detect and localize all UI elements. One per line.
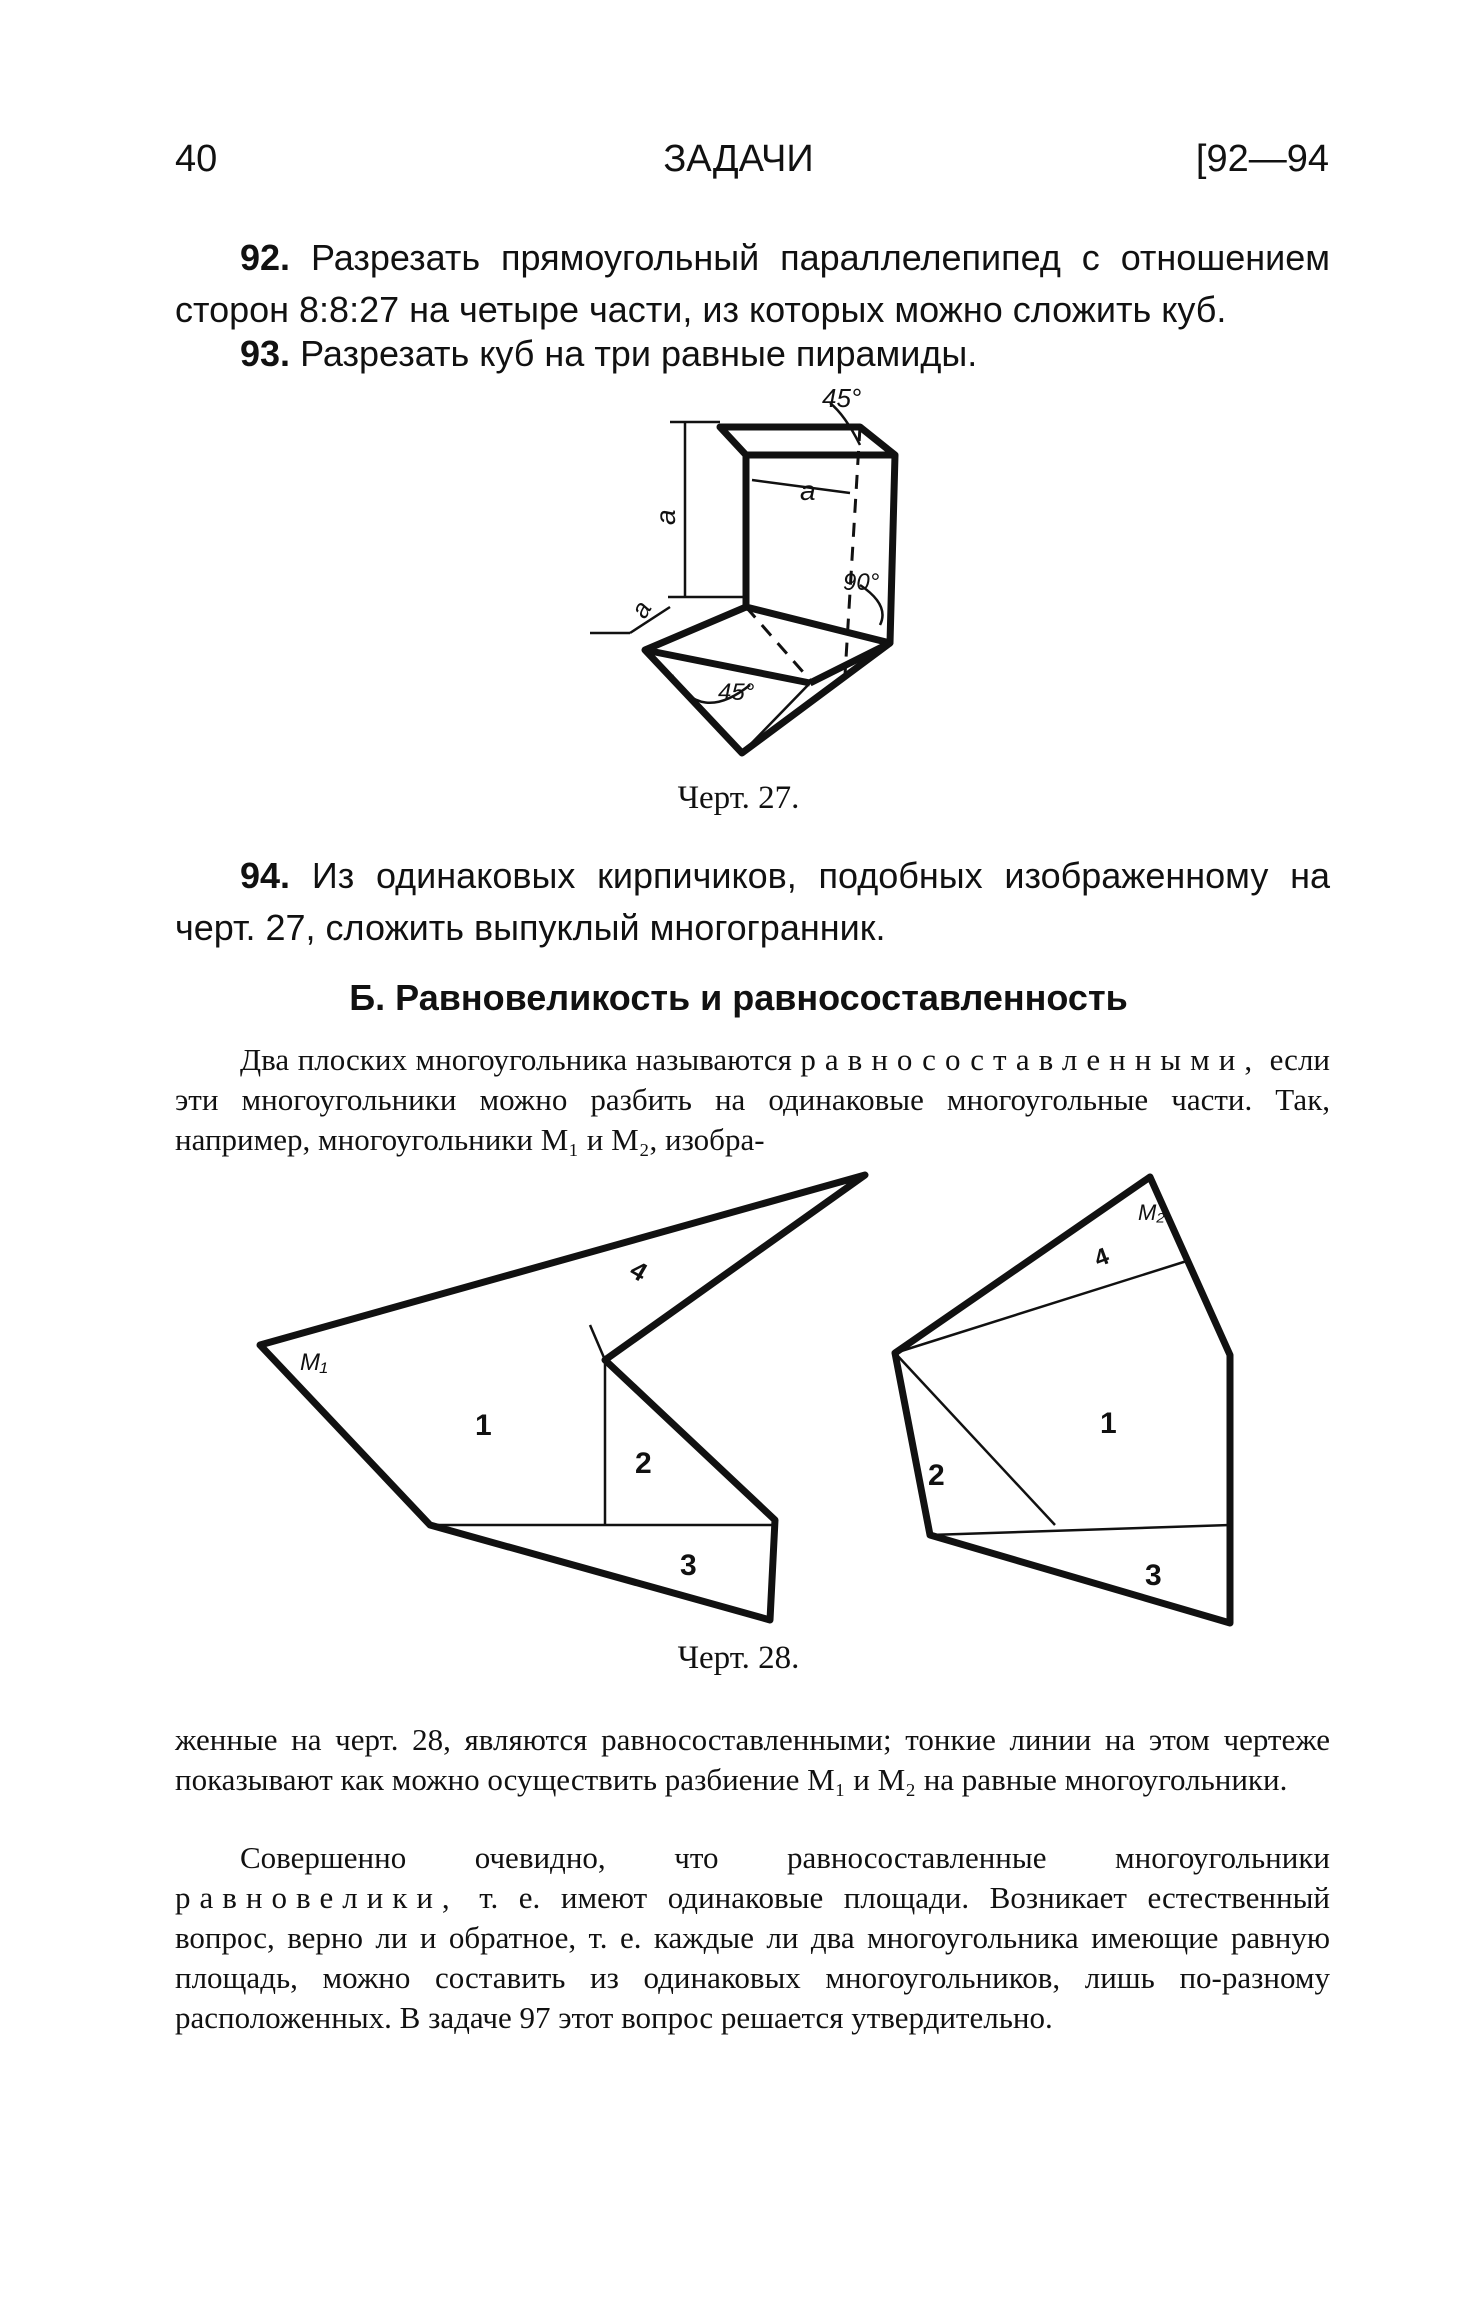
- figure-28-caption: Черт. 28.: [677, 1640, 800, 1676]
- m1-part-4: 4: [625, 1254, 653, 1288]
- figure-28-polygons: [240, 1165, 1260, 1635]
- paragraph-3-before: Совершенно очевидно, что равносоставленные многоугольники: [240, 1840, 1330, 1875]
- problem-94-text: Из одинаковых кирпичиков, подобных изображенному на черт. 27, сложить выпуклый многогранник.: [175, 855, 1330, 948]
- problem-92-number: 92.: [240, 237, 291, 278]
- problem-92-text: Разрезать прямоугольный параллелепипед с отношением сторон 8:8:27 на четыре части, из которых можно сложить куб.: [175, 237, 1330, 330]
- m1-part-2: 2: [635, 1447, 652, 1480]
- term-equal-area: равновелики,: [175, 1880, 459, 1915]
- m1-part-3: 3: [680, 1549, 697, 1582]
- paragraph-1: [175, 1040, 1330, 1160]
- fig27-angle-right-label: 90°: [843, 569, 880, 596]
- running-title: ЗАДАЧИ: [663, 138, 814, 180]
- fig27-angle-bottom-label: 45°: [718, 679, 755, 706]
- polygon-m2: [895, 1177, 1230, 1623]
- fig27-angle-top-label: 45°: [822, 383, 862, 413]
- figure-27-brick: [560, 375, 920, 765]
- paragraph-3-after: т. е. имеют одинаковые площади. Возникает естественный вопрос, верно ли и обратное, т. е. каждые ли два многоугольника имеющие равную площадь, можно составить из одинаковых многоугольников, лишь по-разному расположенных. В задаче 97 этот вопрос решается утвердительно.: [175, 1880, 1330, 2035]
- page-number: 40: [175, 138, 218, 180]
- section-title: Б. Равновеликость и равносоставленность: [349, 977, 1128, 1018]
- fig27-a-small-label: a: [624, 595, 658, 623]
- term-equidecomposable: равносоставленными,: [800, 1042, 1262, 1077]
- m2-label: M₂: [1138, 1200, 1165, 1225]
- problem-92: [175, 232, 1330, 336]
- problem-93-text: Разрезать куб на три равные пирамиды.: [300, 333, 978, 374]
- m2-part-3: 3: [1145, 1559, 1162, 1592]
- problem-range: [92—94: [1195, 138, 1329, 180]
- m2-part-1: 1: [1100, 1407, 1117, 1440]
- fig27-a-vertical-label: a: [650, 509, 681, 525]
- problem-94-number: 94.: [240, 855, 291, 896]
- problem-94: [175, 850, 1330, 954]
- problem-93-number: 93.: [240, 333, 291, 374]
- m2-part-4: 4: [1090, 1242, 1113, 1273]
- figure-27-caption: Черт. 27.: [677, 780, 800, 816]
- paragraph-3: [175, 1838, 1330, 2038]
- m2-part-2: 2: [928, 1459, 945, 1492]
- problem-93: [175, 328, 1330, 380]
- paragraph-1-after: если эти многоугольники можно разбить на одинаковые многоугольные части. Так, например, многоугольники M₁ и M₂, изобра-: [175, 1042, 1331, 1157]
- paragraph-2: женные на черт. 28, являются равносоставленными; тонкие линии на этом чертеже показывают как можно осуществить разбиение M₁ и M₂ на равные многоугольники.: [175, 1722, 1330, 1797]
- fig27-a-horizontal-label: a: [800, 475, 816, 506]
- paragraph-1-before: Два плоских многоугольника называются: [240, 1042, 801, 1077]
- polygon-m1: [260, 1175, 865, 1620]
- m1-label: M₁: [300, 1349, 328, 1376]
- m1-part-1: 1: [475, 1409, 492, 1442]
